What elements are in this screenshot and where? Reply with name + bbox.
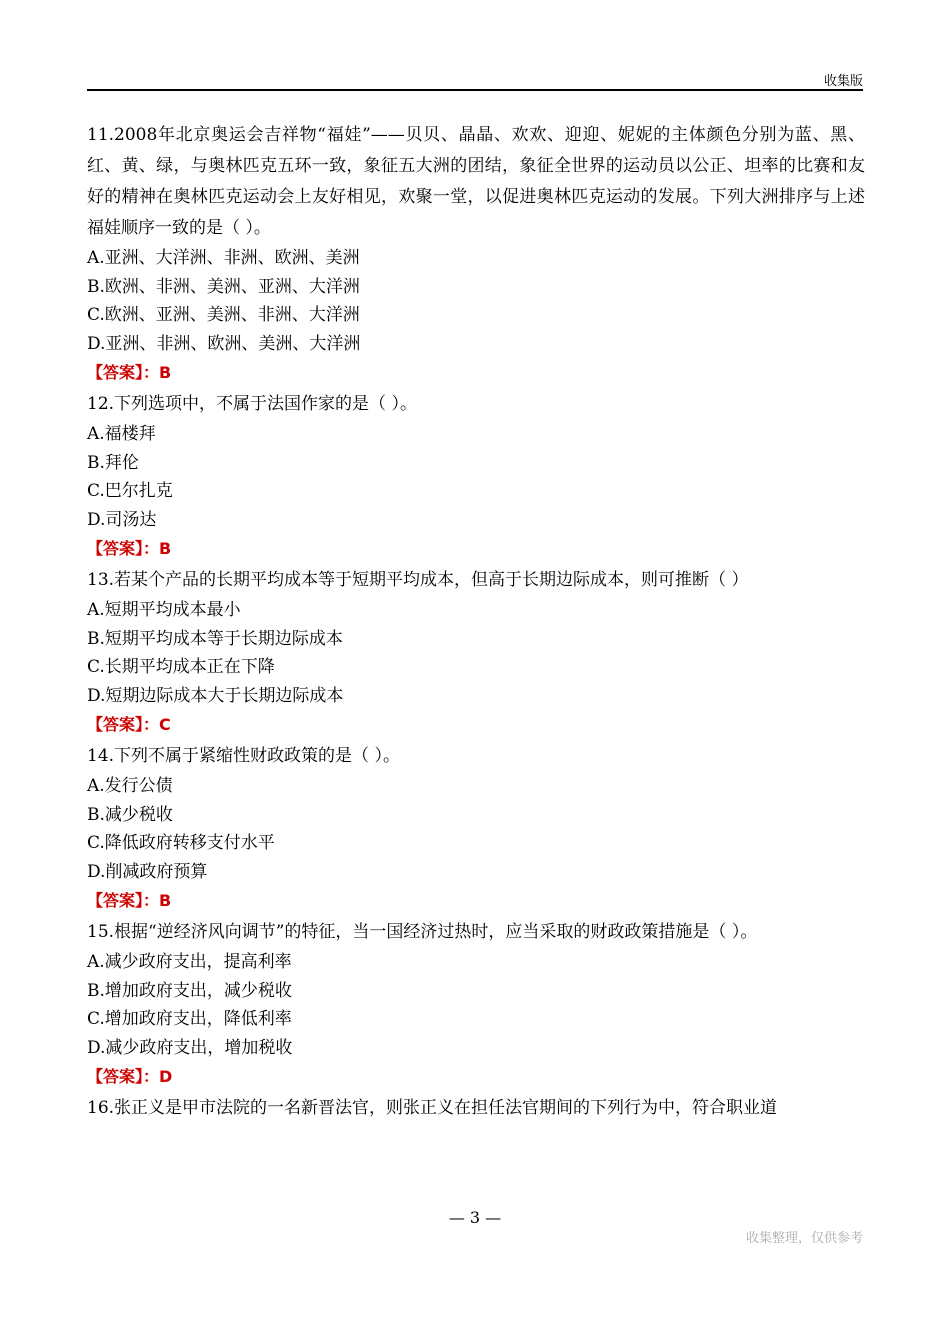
answer-label: 【答案】：B xyxy=(87,891,172,910)
option-d: D.亚洲、非洲、欧洲、美洲、大洋洲 xyxy=(87,333,361,354)
question-15 xyxy=(87,917,865,1091)
option-a: A.亚洲、大洋洲、非洲、欧洲、美洲 xyxy=(87,248,360,268)
header-divider xyxy=(87,89,863,91)
option-c: C.降低政府转移支付水平 xyxy=(87,833,275,853)
answer-label: 【答案】：B xyxy=(87,539,172,558)
question-12 xyxy=(87,389,865,563)
option-d: D.短期边际成本大于长期边际成本 xyxy=(87,685,344,706)
option-c: C.巴尔扎克 xyxy=(87,481,173,501)
option-b: B.减少税收 xyxy=(87,804,173,825)
option-a: A.短期平均成本最小 xyxy=(87,600,241,620)
option-d: D.减少政府支出，增加税收 xyxy=(87,1037,293,1058)
question-stem: 15.根据“逆经济风向调节”的特征，当一国经济过热时，应当采取的财政政策措施是（ ）。 xyxy=(87,922,758,942)
question-16 xyxy=(87,1093,865,1124)
header-label: 收集版 xyxy=(823,74,863,89)
option-b: B.增加政府支出，减少税收 xyxy=(87,980,292,1001)
option-a: A.减少政府支出，提高利率 xyxy=(87,952,292,972)
question-14 xyxy=(87,741,865,915)
question-stem: 14.下列不属于紧缩性财政政策的是（ ）。 xyxy=(87,746,400,766)
option-c: C.增加政府支出，降低利率 xyxy=(87,1009,292,1029)
option-c: C.长期平均成本正在下降 xyxy=(87,657,275,677)
footer-note: 收集整理，仅供参考 xyxy=(745,1231,863,1246)
option-b: B.欧洲、非洲、美洲、亚洲、大洋洲 xyxy=(87,276,360,297)
option-a: A.发行公债 xyxy=(87,776,173,796)
question-stem: 11.2008年北京奥运会吉祥物“福娃”——贝贝、晶晶、欢欢、迎迎、妮妮的主体颜色分别为蓝、黑、红、黄、绿，与奥林匹克五环一致，象征五大洲的团结，象征全世界的运动员以公正、坦率的比赛和友好的精神在奥林匹克运动会上友好相见，欢聚一堂，以促进奥林匹克运动的发展。下列大洲排序与上述福娃顺序一致的是（ ）。 xyxy=(87,125,865,238)
question-13 xyxy=(87,565,865,739)
answer-label: 【答案】：D xyxy=(87,1067,173,1086)
option-c: C.欧洲、亚洲、美洲、非洲、大洋洲 xyxy=(87,305,360,325)
option-d: D.司汤达 xyxy=(87,509,157,530)
option-b: B.拜伦 xyxy=(87,452,139,473)
question-stem: 12.下列选项中，不属于法国作家的是（ ）。 xyxy=(87,394,417,414)
option-b: B.短期平均成本等于长期边际成本 xyxy=(87,628,343,649)
question-stem: 16.张正义是甲市法院的一名新晋法官，则张正义在担任法官期间的下列行为中，符合职业道 xyxy=(87,1098,778,1118)
page-number: — 3 — xyxy=(448,1208,502,1227)
question-stem: 13.若某个产品的长期平均成本等于短期平均成本，但高于长期边际成本，则可推断（ ） xyxy=(87,570,749,590)
answer-label: 【答案】：C xyxy=(87,715,171,734)
option-a: A.福楼拜 xyxy=(87,424,156,444)
answer-label: 【答案】：B xyxy=(87,363,172,382)
question-11 xyxy=(87,120,865,387)
question-list xyxy=(87,120,865,1124)
option-d: D.削减政府预算 xyxy=(87,861,208,882)
